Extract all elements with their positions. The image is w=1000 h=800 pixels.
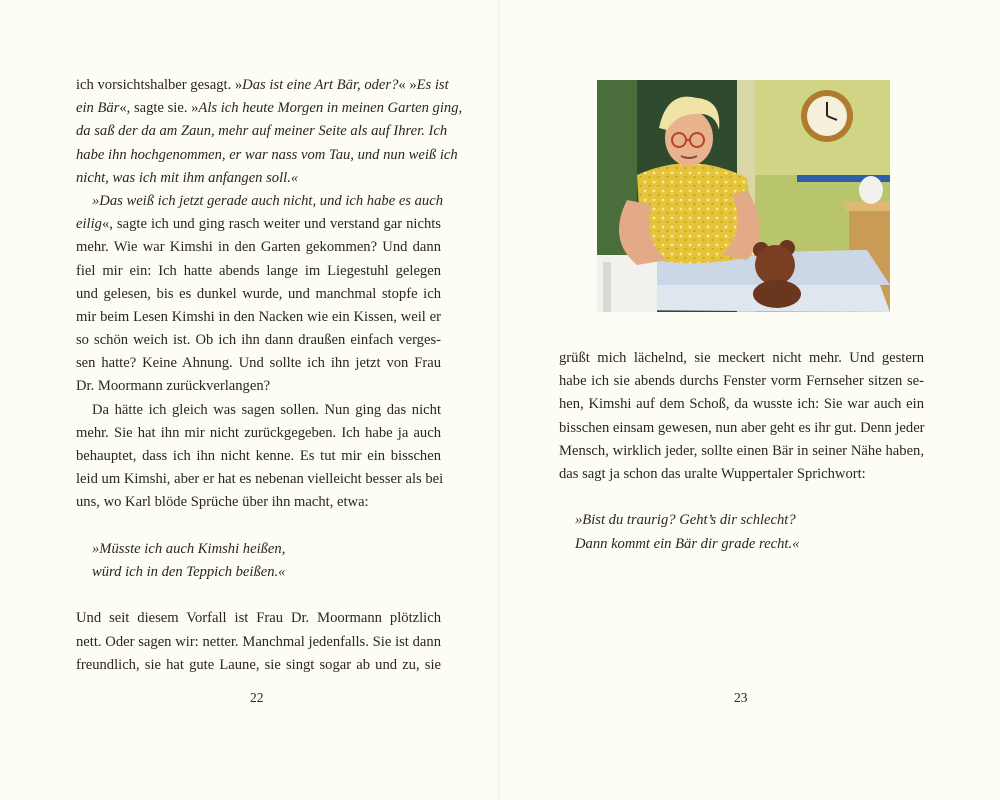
text-line — [76, 190, 441, 213]
verse-line: »Bist du traurig? Geht’s dir schlecht? — [575, 512, 796, 529]
text-line — [76, 120, 448, 143]
text-line: leid um Kimshi, aber er hat es nebenan vielleicht besser als bei — [76, 471, 444, 488]
text-line: so schön weich ist. Ob ich ihn dann draußen einfach verges- — [76, 332, 441, 349]
page-number-right: 23 — [734, 690, 748, 705]
blank-line — [76, 584, 441, 607]
text-line: Und seit diesem Vorfall ist Frau Dr. Moormann plötzlich — [76, 610, 441, 627]
text-line: ich vorsichtshalber gesagt. »Das ist eine Art Bär, oder?« »Es ist — [76, 77, 449, 93]
text-line: behauptet, dass ich ihn nicht kenne. Es tut mir ein bisschen — [76, 448, 441, 464]
quoted-speech: nicht, was ich mit ihm anfangen soll.« — [76, 169, 299, 186]
right-page-text — [559, 347, 924, 556]
verse-line: Dann kommt ein Bär dir grade recht.« — [575, 535, 800, 552]
text-line: grüßt mich lächelnd, sie meckert nicht mehr. Und gestern — [559, 350, 924, 366]
text-line: das sagt ja schon das uralte Wuppertaler Sprichwort: — [559, 465, 866, 482]
text-line: bisschen einsam gewesen, nun aber geht es ihr gut. Denn jeder — [559, 419, 925, 436]
text-line: Mensch, wirklich jeder, sollte einen Bär in seiner Nähe haben, — [559, 442, 924, 459]
page-number-left: 22 — [250, 690, 264, 705]
quoted-speech: Es ist — [416, 77, 449, 93]
quoted-speech: Als ich heute Morgen in meinen Garten ging, — [198, 100, 463, 117]
text-line: nett. Oder sagen wir: netter. Manchmal jedenfalls. Sie ist dann — [76, 633, 441, 650]
text-line — [76, 144, 458, 167]
quoted-speech: Das ist eine Art Bär, oder? — [242, 77, 399, 93]
quoted-speech: habe ihn hochgenommen, er war nass vom Tau, und nun weiß ich — [76, 146, 458, 163]
verse-line: würd ich in den Teppich beißen.« — [92, 563, 286, 580]
text-line — [76, 167, 441, 190]
wall-clock-icon — [801, 90, 853, 142]
text-line: fiel mir ein: Ich hatte abends lange im Liegestuhl gelegen — [76, 262, 441, 279]
quoted-speech: ein Bär — [76, 100, 120, 117]
text-line: uns, wo Karl blöde Sprüche über ihn macht, etwa: — [76, 494, 369, 511]
quoted-speech: da saß der da am Zaun, mehr auf meiner Seite als auf Ihrer. Ich — [76, 123, 448, 140]
painting-svg — [597, 80, 890, 312]
text-line: Dr. Moormann zurückverlangen? — [76, 378, 271, 395]
quoted-speech: eilig — [76, 216, 102, 233]
text-line: freundlich, sie hat gute Laune, sie singt sogar ab und zu, sie — [76, 656, 441, 673]
text-line: mehr. Sie hat ihn mir nicht zurückgegeben. Ich habe ja auch — [76, 424, 441, 441]
text-line: Da hätte ich gleich was sagen sollen. Nun ging das nicht — [92, 401, 441, 418]
blank-line — [559, 486, 924, 509]
quoted-speech: »Das weiß ich jetzt gerade auch nicht, und ich habe es auch — [92, 192, 443, 209]
text-line: habe ich sie abends durchs Fenster vorm Fernseher sitzen se- — [559, 373, 924, 390]
text-line: mehr. Wie war Kimshi in den Garten gekommen? Und dann — [76, 239, 441, 256]
text-line: und gelesen, bis es dunkel wurde, und manchmal stopfe ich — [76, 285, 441, 302]
text-line: mir beim Lesen Kimshi in den Nacken wie ein Kissen, weil er — [76, 308, 441, 325]
book-gutter — [496, 0, 502, 800]
text-line: sen hatte? Keine Ahnung. Und sollte ich ihn jetzt von Frau — [76, 355, 441, 372]
verse-line: »Müsste ich auch Kimshi heißen, — [92, 540, 286, 557]
left-page-text — [76, 74, 463, 677]
illustration-painting — [597, 80, 890, 312]
text-line: ein Bär«, sagte sie. »Als ich heute Morgen in meinen Garten ging, — [76, 100, 463, 117]
blank-line — [76, 515, 441, 538]
text-line: eilig«, sagte ich und ging rasch weiter und verstand gar nichts — [76, 216, 441, 233]
text-line: hen, Kimshi auf dem Schoß, da wusste ich: Sie war auch ein — [559, 396, 924, 413]
